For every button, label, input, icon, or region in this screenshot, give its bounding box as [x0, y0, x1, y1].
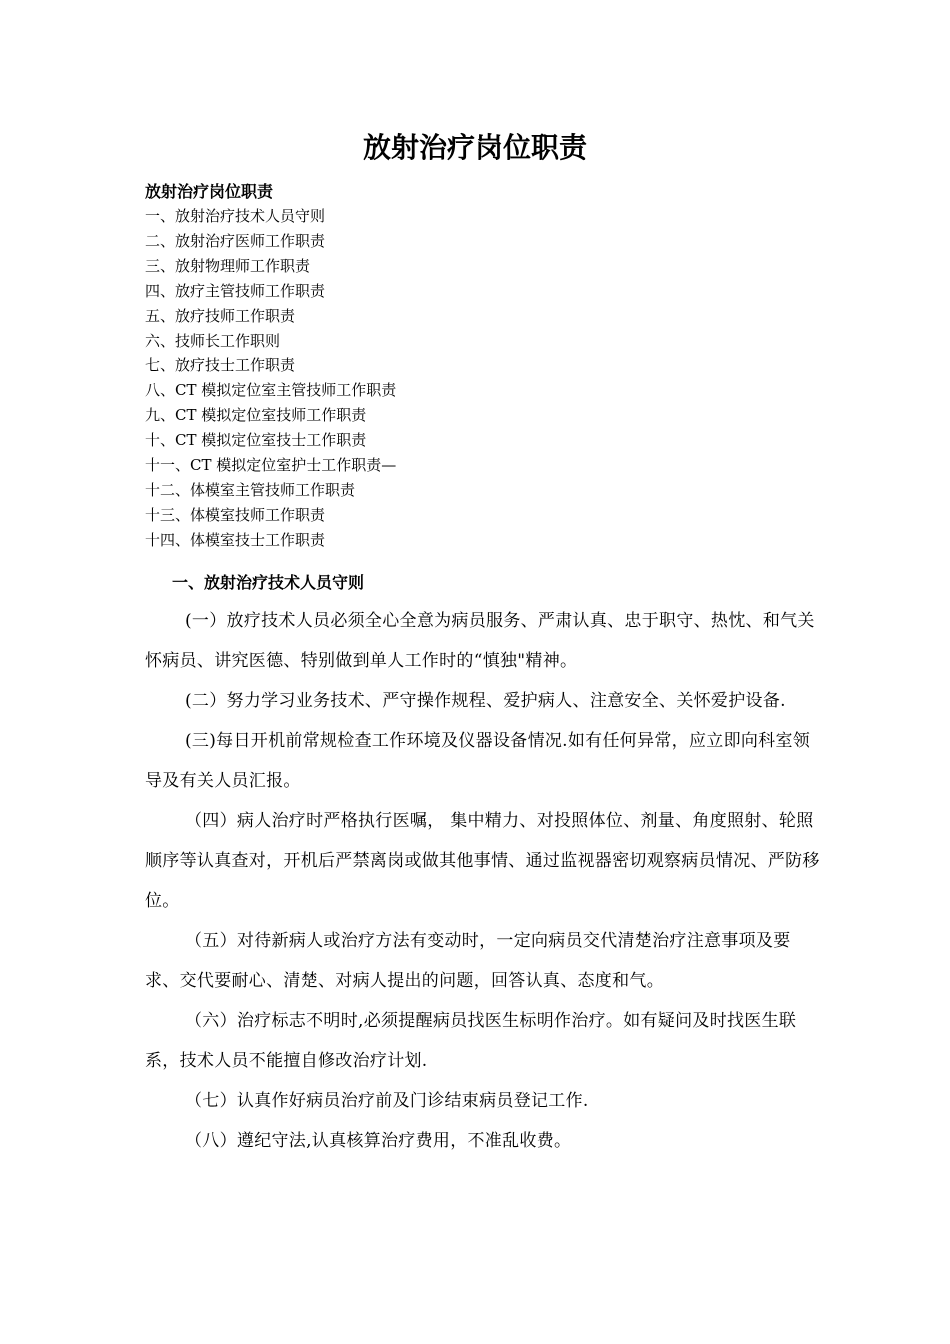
- toc-item: 八、CT 模拟定位室主管技师工作职责: [145, 381, 397, 400]
- toc-heading: 放射治疗岗位职责: [145, 182, 274, 201]
- toc-item: 二、放射治疗医师工作职责: [145, 231, 326, 250]
- table-of-contents: [145, 180, 845, 553]
- document-title: 放射治疗岗位职责: [362, 131, 587, 164]
- paragraph: (一）放疗技术人员必须全心全意为病员服务、严肃认真、忠于职守、热忱、和气关怀病员、讲究医德、特别做到单人工作时的“慎独"精神。: [145, 611, 815, 671]
- toc-item: 九、CT 模拟定位室技师工作职责: [145, 406, 367, 425]
- paragraph: （五）对待新病人或治疗方法有变动时，一定向病员交代清楚治疗注意事项及要求、交代要耐心、清楚、对病人提出的问题，回答认真、态度和气。: [145, 931, 791, 991]
- toc-item: 十、CT 模拟定位室技士工作职责: [145, 431, 367, 450]
- toc-item: 十四、体模室技士工作职责: [145, 530, 326, 549]
- paragraph: (三)每日开机前常规检查工作环境及仪器设备情况.如有任何异常，应立即向科室领导及有关人员汇报。: [145, 731, 811, 791]
- paragraph: （六）治疗标志不明时,必须提醒病员找医生标明作治疗。如有疑问及时找医生联系，技术人员不能擅自修改治疗计划.: [145, 1011, 797, 1071]
- paragraph: （七）认真作好病员治疗前及门诊结束病员登记工作.: [185, 1091, 589, 1111]
- paragraph: （四）病人治疗时严格执行医嘱， 集中精力、对投照体位、剂量、角度照射、轮照顺序等认真查对，开机后严禁离岗或做其他事情、通过监视器密切观察病员情况、严防移位。: [145, 811, 820, 911]
- toc-item: 六、技师长工作职则: [145, 331, 281, 350]
- paragraph: (二）努力学习业务技术、严守操作规程、爱护病人、注意安全、关怀爱护设备.: [185, 691, 786, 711]
- toc-item: 三、放射物理师工作职责: [145, 256, 311, 275]
- toc-item: 四、放疗主管技师工作职责: [145, 281, 326, 300]
- toc-list: [145, 204, 845, 553]
- toc-item: 一、放射治疗技术人员守则: [145, 207, 326, 225]
- section-heading: 一、放射治疗技术人员守则: [172, 573, 365, 592]
- paragraph: （八）遵纪守法,认真核算治疗费用，不准乱收费。: [185, 1131, 572, 1151]
- toc-item: 十一、CT 模拟定位室护士工作职责—: [145, 456, 397, 475]
- section-body: [145, 601, 825, 1161]
- toc-item: 五、放疗技师工作职责: [145, 306, 296, 325]
- toc-item: 十三、体模室技师工作职责: [145, 505, 326, 524]
- toc-item: 十二、体模室主管技师工作职责: [145, 480, 356, 499]
- toc-item: 七、放疗技士工作职责: [145, 356, 296, 375]
